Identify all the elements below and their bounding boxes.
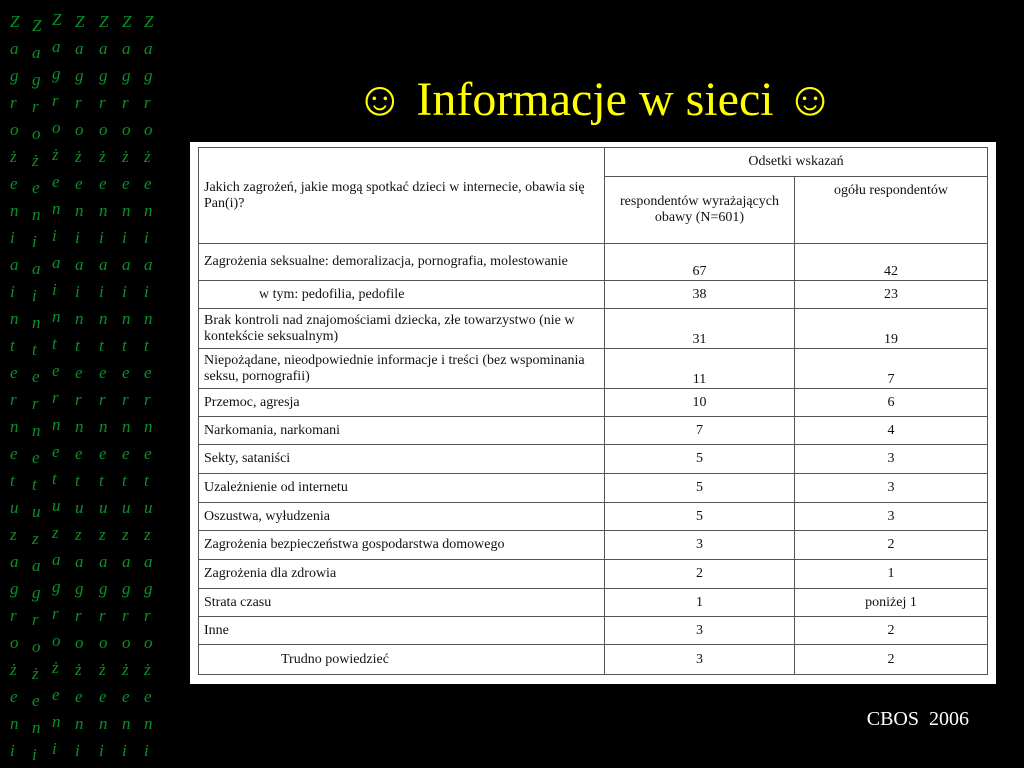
row-label: Narkomania, narkomani xyxy=(199,417,605,445)
pattern-letter: n xyxy=(122,201,131,220)
pattern-letter: o xyxy=(32,124,41,143)
pattern-letter: a xyxy=(99,39,108,58)
pattern-letter: ż xyxy=(32,664,39,683)
pattern-letter: t xyxy=(52,469,57,488)
pattern-letter: g xyxy=(75,66,84,85)
pattern-letter: a xyxy=(52,37,61,56)
pattern-letter: z xyxy=(99,525,106,544)
pattern-letter: ż xyxy=(144,147,151,166)
pattern-letter: e xyxy=(10,687,18,706)
pattern-letter: a xyxy=(99,255,108,274)
pattern-letter: r xyxy=(122,390,129,409)
pattern-letter: a xyxy=(144,39,153,58)
pattern-letter: e xyxy=(99,687,107,706)
pattern-letter: e xyxy=(99,444,107,463)
pattern-letter: n xyxy=(52,415,61,434)
pattern-column xyxy=(144,8,153,764)
pattern-letter: i xyxy=(32,745,37,764)
pattern-letter: t xyxy=(122,336,127,355)
row-value-2: 4 xyxy=(795,417,988,445)
pattern-letter: ż xyxy=(99,660,106,679)
pattern-letter: a xyxy=(99,552,108,571)
row-value-2: 23 xyxy=(795,281,988,309)
pattern-letter: o xyxy=(144,633,153,652)
row-value-2: 42 xyxy=(795,244,988,281)
pattern-letter: n xyxy=(52,307,61,326)
pattern-letter: ż xyxy=(144,660,151,679)
pattern-letter: g xyxy=(99,66,108,85)
pattern-letter: u xyxy=(10,498,19,517)
pattern-letter: o xyxy=(122,633,131,652)
row-value-1: 38 xyxy=(605,281,795,309)
pattern-letter: r xyxy=(52,91,59,110)
pattern-letter: n xyxy=(99,417,108,436)
pattern-letter: e xyxy=(52,361,60,380)
pattern-letter: i xyxy=(52,226,57,245)
pattern-letter: u xyxy=(32,502,41,521)
row-label: Zagrożenia bezpieczeństwa gospodarstwa domowego xyxy=(199,531,605,560)
pattern-letter: i xyxy=(75,282,80,301)
row-value-2: 2 xyxy=(795,617,988,645)
row-label: Uzależnienie od internetu xyxy=(199,474,605,503)
row-label: Oszustwa, wyłudzenia xyxy=(199,503,605,531)
pattern-letter: g xyxy=(10,66,19,85)
row-label: Przemoc, agresja xyxy=(199,389,605,417)
pattern-letter: e xyxy=(99,174,107,193)
pattern-letter: n xyxy=(10,201,19,220)
pattern-letter: g xyxy=(10,579,19,598)
pattern-letter: e xyxy=(144,687,152,706)
pattern-letter: o xyxy=(32,637,41,656)
pattern-letter: n xyxy=(144,309,153,328)
pattern-letter: e xyxy=(32,448,40,467)
row-value-2: 3 xyxy=(795,445,988,474)
side-letter-pattern xyxy=(0,0,170,768)
row-value-1: 1 xyxy=(605,589,795,617)
pattern-letter: r xyxy=(10,606,17,625)
row-label: Brak kontroli nad znajomościami dziecka, złe towarzystwo (nie w kontekście seksualnym) xyxy=(199,309,605,349)
pattern-letter: r xyxy=(32,394,39,413)
pattern-letter: Z xyxy=(99,12,109,31)
pattern-letter: r xyxy=(32,610,39,629)
row-value-1: 5 xyxy=(605,503,795,531)
table-row xyxy=(199,589,988,617)
pattern-letter: n xyxy=(122,417,131,436)
pattern-letter: n xyxy=(10,417,19,436)
pattern-letter: z xyxy=(144,525,151,544)
row-value-1: 5 xyxy=(605,445,795,474)
pattern-letter: g xyxy=(32,70,41,89)
pattern-letter: i xyxy=(10,228,15,247)
pattern-letter: u xyxy=(99,498,108,517)
pattern-letter: n xyxy=(99,201,108,220)
pattern-letter: a xyxy=(144,255,153,274)
pattern-letter: t xyxy=(99,336,104,355)
table-row xyxy=(199,645,988,675)
row-value-1: 3 xyxy=(605,645,795,675)
row-value-2: 6 xyxy=(795,389,988,417)
pattern-letter: g xyxy=(32,583,41,602)
pattern-letter: i xyxy=(52,280,57,299)
pattern-letter: t xyxy=(144,471,149,490)
pattern-letter: g xyxy=(122,66,131,85)
row-value-1: 3 xyxy=(605,617,795,645)
pattern-letter: a xyxy=(32,259,41,278)
pattern-letter: o xyxy=(75,633,84,652)
pattern-letter: e xyxy=(75,174,83,193)
pattern-letter: u xyxy=(75,498,84,517)
pattern-column xyxy=(99,8,108,764)
pattern-letter: a xyxy=(52,550,61,569)
col1-header: respondentów wyrażających obawy (N=601) xyxy=(605,177,795,244)
pattern-letter: o xyxy=(99,633,108,652)
pattern-letter: t xyxy=(10,336,15,355)
pattern-letter: e xyxy=(122,174,130,193)
row-value-1: 2 xyxy=(605,560,795,589)
pattern-letter: a xyxy=(10,255,19,274)
pattern-column xyxy=(122,8,131,764)
pattern-letter: t xyxy=(52,334,57,353)
pattern-letter: a xyxy=(10,39,19,58)
pattern-letter: r xyxy=(10,390,17,409)
row-value-2: 2 xyxy=(795,531,988,560)
table-row xyxy=(199,445,988,474)
pattern-letter: z xyxy=(75,525,82,544)
row-value-2: 1 xyxy=(795,560,988,589)
pattern-letter: ż xyxy=(32,151,39,170)
pattern-letter: i xyxy=(99,741,104,760)
source-caption: CBOS 2006 xyxy=(866,708,969,730)
table-row xyxy=(199,309,988,349)
pattern-letter: ż xyxy=(75,660,82,679)
pattern-letter: e xyxy=(32,178,40,197)
pattern-letter: n xyxy=(75,201,84,220)
pattern-letter: i xyxy=(32,286,37,305)
pattern-letter: n xyxy=(32,718,41,737)
pattern-letter: n xyxy=(52,712,61,731)
row-value-2: 19 xyxy=(795,309,988,349)
pattern-letter: a xyxy=(10,552,19,571)
pattern-letter: ż xyxy=(75,147,82,166)
pattern-letter: n xyxy=(10,714,19,733)
table-row xyxy=(199,560,988,589)
pattern-letter: e xyxy=(10,444,18,463)
pattern-letter: u xyxy=(122,498,131,517)
pattern-letter: n xyxy=(75,309,84,328)
pattern-letter: n xyxy=(122,714,131,733)
row-label: Niepożądane, nieodpowiednie informacje i treści (bez wspominania seksu, pornografii) xyxy=(199,349,605,389)
table-row xyxy=(199,244,988,281)
pattern-letter: a xyxy=(75,39,84,58)
pattern-letter: g xyxy=(75,579,84,598)
pattern-letter: i xyxy=(122,228,127,247)
pattern-letter: r xyxy=(52,604,59,623)
pattern-letter: r xyxy=(144,93,151,112)
pattern-letter: t xyxy=(75,471,80,490)
pattern-letter: e xyxy=(10,363,18,382)
pattern-letter: e xyxy=(144,174,152,193)
pattern-letter: n xyxy=(144,201,153,220)
table-row xyxy=(199,531,988,560)
row-value-2: 3 xyxy=(795,474,988,503)
pattern-letter: g xyxy=(52,64,61,83)
row-label: Zagrożenia seksualne: demoralizacja, pornografia, molestowanie xyxy=(199,244,605,281)
pattern-letter: t xyxy=(75,336,80,355)
pattern-letter: n xyxy=(52,199,61,218)
pattern-letter: u xyxy=(52,496,61,515)
pattern-letter: r xyxy=(75,93,82,112)
pattern-letter: n xyxy=(32,205,41,224)
pattern-letter: z xyxy=(32,529,39,548)
row-value-1: 7 xyxy=(605,417,795,445)
pattern-column xyxy=(52,8,61,764)
pattern-letter: r xyxy=(10,93,17,112)
pattern-letter: e xyxy=(75,687,83,706)
pattern-letter: ż xyxy=(10,147,17,166)
pattern-letter: o xyxy=(10,120,19,139)
pattern-letter: r xyxy=(144,390,151,409)
pattern-letter: i xyxy=(122,741,127,760)
pattern-letter: a xyxy=(32,556,41,575)
pattern-letter: Z xyxy=(122,12,132,31)
pattern-letter: t xyxy=(10,471,15,490)
row-label: Sekty, sataniści xyxy=(199,445,605,474)
pattern-letter: Z xyxy=(144,12,154,31)
pattern-letter: t xyxy=(144,336,149,355)
pattern-letter: t xyxy=(32,340,37,359)
pattern-letter: ż xyxy=(52,658,59,677)
pattern-letter: o xyxy=(75,120,84,139)
pattern-letter: e xyxy=(75,444,83,463)
pattern-letter: a xyxy=(52,253,61,272)
pattern-letter: n xyxy=(144,417,153,436)
pattern-letter: a xyxy=(122,255,131,274)
row-label: w tym: pedofilia, pedofile xyxy=(199,281,605,309)
pattern-letter: ż xyxy=(10,660,17,679)
pattern-letter: n xyxy=(10,309,19,328)
pattern-letter: i xyxy=(144,282,149,301)
row-value-1: 10 xyxy=(605,389,795,417)
pattern-letter: u xyxy=(144,498,153,517)
pattern-letter: t xyxy=(122,471,127,490)
pattern-letter: e xyxy=(122,687,130,706)
pattern-letter: r xyxy=(75,606,82,625)
pattern-letter: i xyxy=(75,741,80,760)
table-row xyxy=(199,503,988,531)
pattern-letter: ż xyxy=(99,147,106,166)
pattern-letter: i xyxy=(10,282,15,301)
pattern-letter: n xyxy=(32,313,41,332)
pattern-letter: i xyxy=(99,282,104,301)
row-value-2: 3 xyxy=(795,503,988,531)
pattern-letter: e xyxy=(99,363,107,382)
pattern-letter: i xyxy=(122,282,127,301)
pattern-letter: n xyxy=(144,714,153,733)
pattern-letter: e xyxy=(75,363,83,382)
table-row xyxy=(199,349,988,389)
pattern-letter: n xyxy=(75,417,84,436)
pattern-letter: ż xyxy=(52,145,59,164)
pattern-letter: Z xyxy=(75,12,85,31)
row-value-1: 11 xyxy=(605,349,795,389)
row-label: Inne xyxy=(199,617,605,645)
pattern-letter: o xyxy=(52,118,61,137)
pattern-letter: n xyxy=(32,421,41,440)
pattern-letter: Z xyxy=(10,12,20,31)
row-value-2: 2 xyxy=(795,645,988,675)
pattern-letter: e xyxy=(52,685,60,704)
table-row xyxy=(199,389,988,417)
pattern-letter: e xyxy=(32,691,40,710)
pattern-letter: i xyxy=(52,739,57,758)
row-label: Zagrożenia dla zdrowia xyxy=(199,560,605,589)
pattern-letter: r xyxy=(144,606,151,625)
pattern-letter: r xyxy=(99,390,106,409)
pattern-letter: o xyxy=(10,633,19,652)
table-panel xyxy=(190,142,996,684)
pattern-letter: g xyxy=(122,579,131,598)
slide-title: ☺ Informacje w sieci ☺ xyxy=(355,73,835,126)
pattern-letter: a xyxy=(144,552,153,571)
row-value-2: 7 xyxy=(795,349,988,389)
pattern-column xyxy=(75,8,84,764)
pattern-letter: i xyxy=(99,228,104,247)
question-header: Jakich zagrożeń, jakie mogą spotkać dzieci w internecie, obawia się Pan(i)? xyxy=(199,148,605,244)
pattern-letter: i xyxy=(75,228,80,247)
pattern-letter: e xyxy=(144,444,152,463)
pattern-letter: e xyxy=(52,172,60,191)
pattern-letter: a xyxy=(32,43,41,62)
pattern-letter: Z xyxy=(52,10,62,29)
pattern-letter: z xyxy=(52,523,59,542)
pattern-letter: a xyxy=(75,255,84,274)
pattern-letter: e xyxy=(52,442,60,461)
table-row xyxy=(199,474,988,503)
pattern-letter: r xyxy=(75,390,82,409)
pattern-column xyxy=(10,8,19,764)
pattern-letter: i xyxy=(144,228,149,247)
pattern-letter: r xyxy=(122,606,129,625)
pattern-letter: n xyxy=(99,309,108,328)
pattern-letter: i xyxy=(32,232,37,251)
row-label: Strata czasu xyxy=(199,589,605,617)
pattern-column xyxy=(32,8,41,764)
group-header: Odsetki wskazań xyxy=(605,148,988,177)
pattern-letter: e xyxy=(10,174,18,193)
pattern-letter: n xyxy=(99,714,108,733)
pattern-letter: a xyxy=(122,39,131,58)
pattern-letter: i xyxy=(144,741,149,760)
row-value-1: 67 xyxy=(605,244,795,281)
pattern-letter: r xyxy=(122,93,129,112)
pattern-letter: t xyxy=(99,471,104,490)
row-value-2: poniżej 1 xyxy=(795,589,988,617)
pattern-letter: r xyxy=(52,388,59,407)
table-row xyxy=(199,281,988,309)
pattern-letter: z xyxy=(122,525,129,544)
pattern-letter: t xyxy=(32,475,37,494)
pattern-letter: o xyxy=(99,120,108,139)
row-value-1: 31 xyxy=(605,309,795,349)
pattern-letter: z xyxy=(10,525,17,544)
pattern-letter: e xyxy=(122,444,130,463)
pattern-letter: g xyxy=(52,577,61,596)
pattern-letter: ż xyxy=(122,660,129,679)
pattern-letter: e xyxy=(122,363,130,382)
pattern-letter: o xyxy=(52,631,61,650)
row-label: Trudno powiedzieć xyxy=(199,645,605,675)
pattern-letter: g xyxy=(99,579,108,598)
pattern-letter: e xyxy=(32,367,40,386)
survey-table xyxy=(198,147,988,675)
pattern-letter: g xyxy=(144,579,153,598)
pattern-letter: Z xyxy=(32,16,42,35)
pattern-letter: n xyxy=(75,714,84,733)
table-row xyxy=(199,417,988,445)
pattern-letter: o xyxy=(122,120,131,139)
row-value-1: 3 xyxy=(605,531,795,560)
pattern-letter: a xyxy=(75,552,84,571)
col2-header: ogółu respondentów xyxy=(795,177,988,244)
pattern-letter: r xyxy=(32,97,39,116)
pattern-letter: o xyxy=(144,120,153,139)
pattern-letter: r xyxy=(99,93,106,112)
pattern-letter: e xyxy=(144,363,152,382)
pattern-letter: a xyxy=(122,552,131,571)
pattern-letter: g xyxy=(144,66,153,85)
row-value-1: 5 xyxy=(605,474,795,503)
pattern-letter: ż xyxy=(122,147,129,166)
pattern-letter: r xyxy=(99,606,106,625)
pattern-letter: i xyxy=(10,741,15,760)
pattern-letter: n xyxy=(122,309,131,328)
table-row xyxy=(199,617,988,645)
